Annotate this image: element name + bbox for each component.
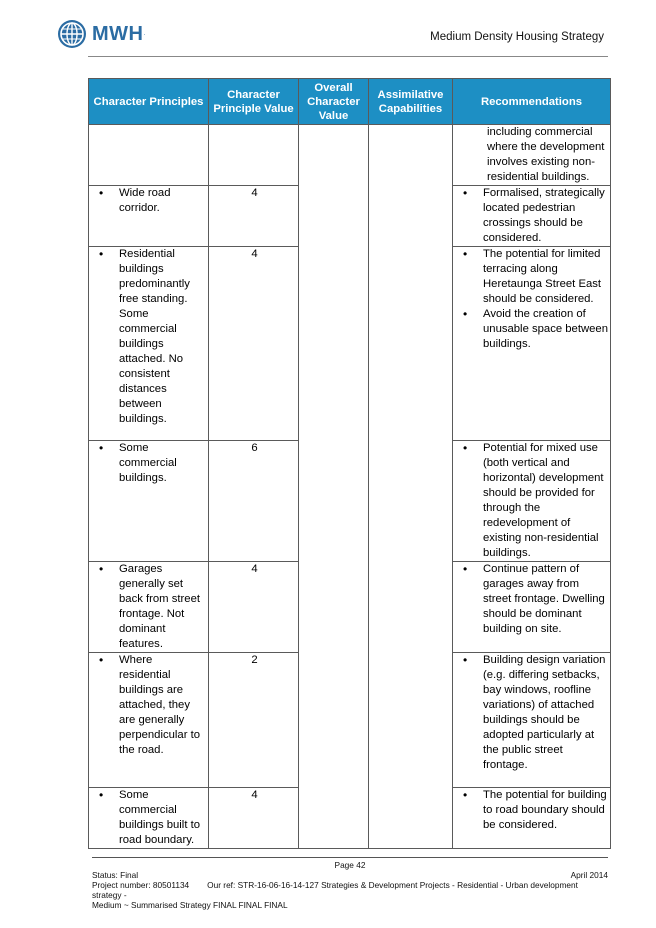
recommendation-continued: including commercial where the development involves existing non-residential buildings. (487, 126, 605, 183)
column-header: Overall Character Value (299, 79, 369, 125)
principle-text: • Where residential buildings are attached, they are generally perpendicular to the road. (93, 653, 206, 758)
principle-cell (89, 186, 209, 247)
principle-cell (89, 441, 209, 562)
recommendation-cell (453, 653, 611, 788)
reference-line (92, 880, 608, 900)
column-header: Assimilative Capabilities (369, 79, 453, 125)
recommendation-cell (453, 562, 611, 653)
brand-name: MWH (92, 22, 144, 45)
column-header: Character Principle Value (209, 79, 299, 125)
recommendation-text: • Avoid the creation of unusable space between buildings. (457, 307, 608, 352)
status-text: Status: Final (92, 870, 139, 880)
value-cell: 4 (209, 186, 299, 247)
recommendation-text: • Building design variation (e.g. differing setbacks, bay windows, roofline variations) of attached buildings should be adopted particularly at the public street frontage. (457, 653, 608, 773)
mwh-logo (58, 20, 145, 48)
column-header: Recommendations (453, 79, 611, 125)
principle-cell (89, 562, 209, 653)
footer-divider (92, 857, 608, 858)
recommendation-text: • Continue pattern of garages away from street frontage. Dwelling should be dominant building on site. (457, 562, 608, 637)
character-principles-table (88, 78, 611, 849)
principle-cell (89, 788, 209, 849)
principle-cell (89, 653, 209, 788)
globe-icon (58, 20, 86, 48)
value-cell: 4 (209, 247, 299, 441)
recommendation-cell (453, 788, 611, 849)
principle-text: • Some commercial buildings. (93, 441, 206, 486)
recommendation-text: • The potential for building to road boundary should be considered. (457, 788, 608, 833)
recommendation-text: • The potential for limited terracing along Heretaunga Street East should be considered. (457, 247, 608, 307)
principle-cell (89, 125, 209, 186)
principle-cell (89, 247, 209, 441)
page-footer (92, 860, 608, 910)
header-divider (88, 56, 608, 57)
recommendation-cell (453, 441, 611, 562)
recommendation-cell (453, 186, 611, 247)
our-ref-continued: Medium ~ Summarised Strategy FINAL FINAL FINAL (92, 900, 288, 910)
date-text: April 2014 (570, 870, 608, 880)
value-cell: 4 (209, 562, 299, 653)
document-title: Medium Density Housing Strategy (430, 31, 604, 43)
value-cell: 6 (209, 441, 299, 562)
recommendation-cell (453, 247, 611, 441)
recommendation-cell (453, 125, 611, 186)
recommendation-text: • Formalised, strategically located pedestrian crossings should be considered. (457, 186, 608, 246)
recommendation-text: • Potential for mixed use (both vertical and horizontal) development should be provided for through the redevelopment of existing non-residential buildings. (457, 441, 608, 561)
principle-text: • Garages generally set back from street frontage. Not dominant features. (93, 562, 206, 652)
project-number: Project number: 80501134 (92, 880, 190, 890)
value-cell: 4 (209, 788, 299, 849)
brand-mark: . (143, 31, 146, 37)
column-header: Character Principles (89, 79, 209, 125)
value-cell (209, 125, 299, 186)
principle-text: • Residential buildings predominantly free standing. Some commercial buildings attached. No consistent distances between buildings. (93, 247, 206, 427)
table-row (89, 125, 611, 186)
status-row (92, 870, 608, 880)
page-header (0, 0, 656, 62)
assimilative-capabilities-cell (369, 125, 453, 849)
value-cell: 2 (209, 653, 299, 788)
table-header-row (89, 79, 611, 125)
our-ref: Our ref: STR-16-06-16-14-127 Strategies & Development Projects - Residential - Urban development strategy - (92, 880, 578, 900)
page-number: Page 42 (334, 860, 366, 870)
principle-text: • Some commercial buildings built to road boundary. (93, 788, 206, 848)
overall-character-value-cell (299, 125, 369, 849)
principle-text: • Wide road corridor. (93, 186, 206, 216)
